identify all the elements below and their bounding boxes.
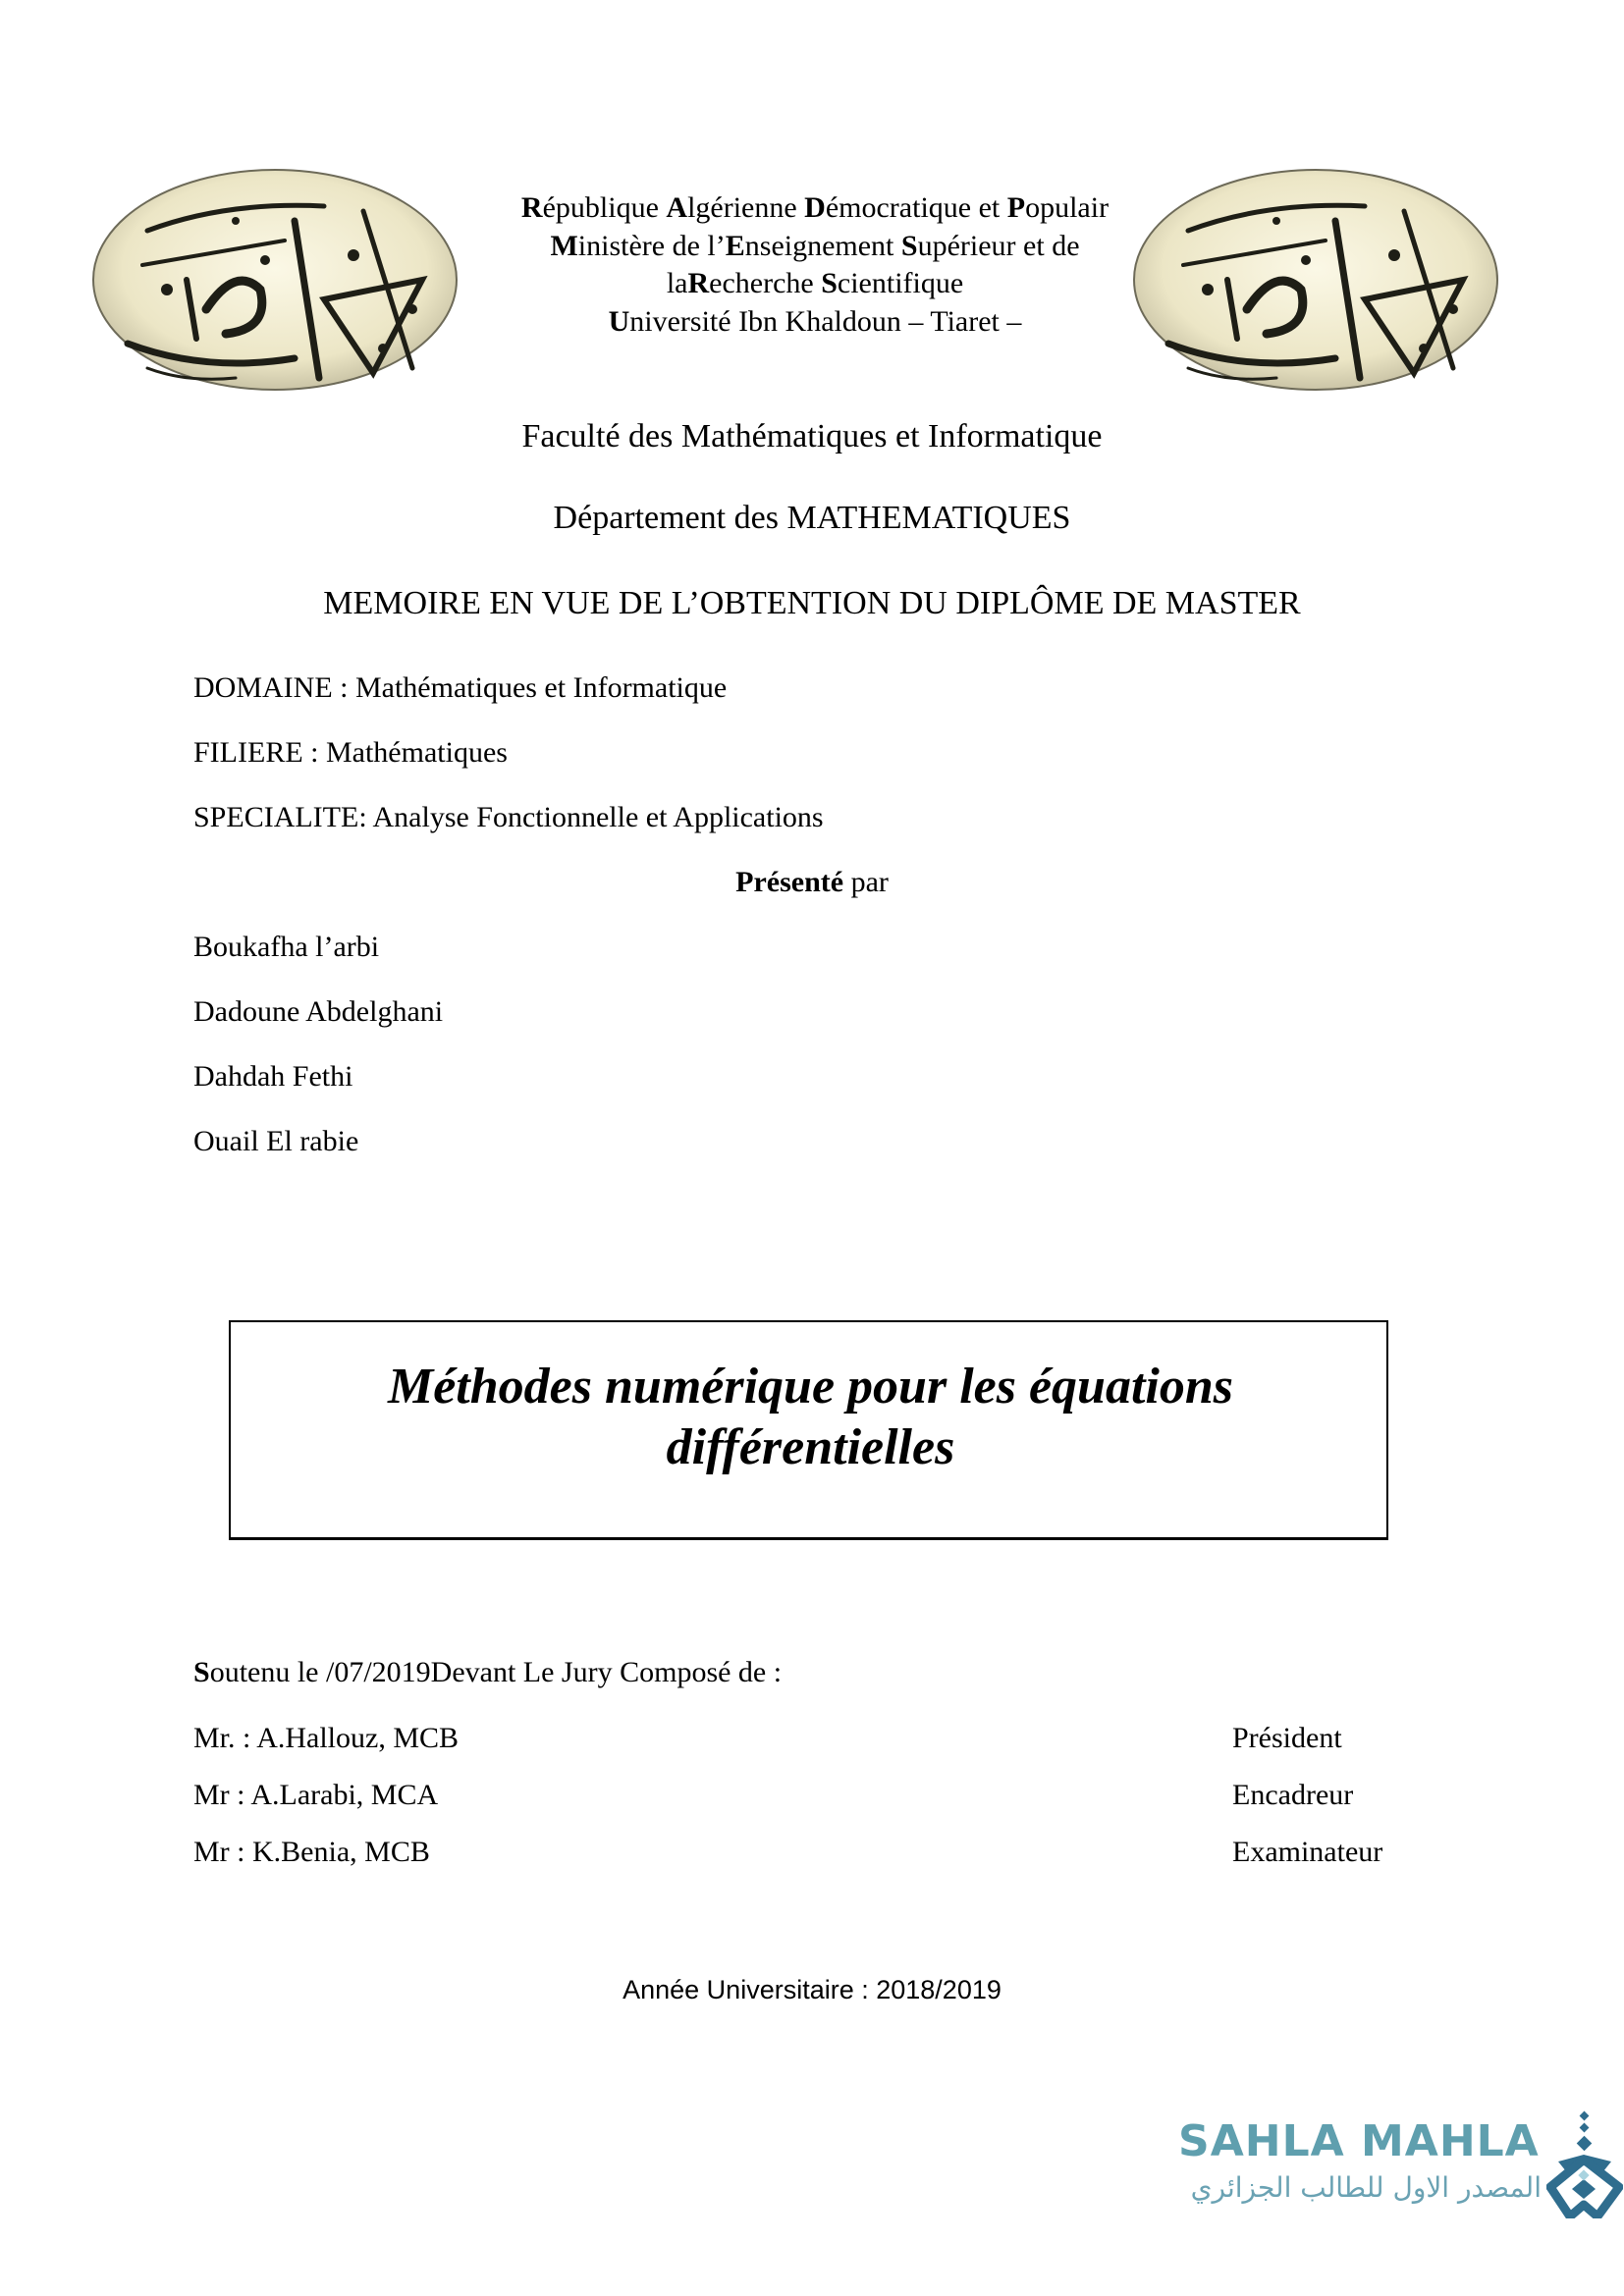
header-text-segment: E	[725, 229, 745, 262]
thesis-title	[229, 1357, 1392, 1478]
header-text-segment: D	[804, 191, 826, 224]
header-text-segment: S	[821, 267, 838, 299]
watermark-tagline: المصدر الاول للطالب الجزائري	[1190, 2171, 1542, 2204]
author-2: Dadoune Abdelghani	[193, 995, 444, 1028]
presented-by-label	[0, 866, 1624, 899]
header-line-republic	[422, 189, 1208, 228]
header-line-research	[422, 265, 1208, 303]
faculty-name: Faculté des Mathématiques et Informatique	[521, 418, 1103, 454]
header-text-segment: R	[520, 191, 543, 224]
presented-by-rest: par	[843, 866, 889, 898]
department-name: Département des MATHEMATIQUES	[553, 500, 1071, 536]
header-text-segment: nseignement	[744, 229, 901, 262]
filiere-field: FILIERE : Mathématiques	[193, 736, 508, 769]
domaine-field: DOMAINE : Mathématiques et Informatique	[193, 671, 728, 704]
header-text-segment: niversité Ibn Khaldoun – Tiaret –	[629, 304, 1022, 338]
jury-role-2: Encadreur	[1232, 1779, 1354, 1811]
jury-member-1: Mr. : A.Hallouz, MCB	[193, 1722, 460, 1754]
header-text-segment: S	[900, 229, 918, 262]
jury-role-3: Examinateur	[1232, 1836, 1383, 1868]
header-line-ministry	[422, 228, 1208, 266]
jury-member-3: Mr : K.Benia, MCB	[193, 1836, 430, 1868]
header-text-segment: opulair	[1025, 191, 1110, 224]
header-text-segment: P	[1006, 191, 1026, 224]
academic-year: Année Universitaire : 2018/2019	[623, 1975, 1001, 2004]
header-line-university	[422, 303, 1208, 342]
sahla-mahla-logo-icon	[1546, 2110, 1623, 2218]
institution-header	[422, 189, 1208, 341]
header-text-segment: émocratique et	[825, 191, 1007, 224]
thesis-title-line-2: différentielles	[666, 1419, 955, 1475]
sahla-mahla-watermark	[1178, 2110, 1624, 2228]
thesis-title-line-1: Méthodes numérique pour les équations	[387, 1359, 1234, 1415]
header-text-segment: R	[687, 267, 710, 299]
header-text-segment: inistère de l’	[577, 229, 726, 262]
presented-by-bold: Présenté	[735, 866, 844, 898]
jury-role-1: Président	[1232, 1722, 1342, 1754]
header-text-segment: épublique	[542, 191, 667, 224]
defense-statement	[193, 1656, 782, 1689]
header-text-segment: la	[666, 267, 688, 299]
defense-text: outenu le /07/2019Devant Le Jury Composé de :	[209, 1656, 783, 1688]
header-text-segment: lgérienne	[687, 191, 805, 224]
header-text-segment: U	[608, 304, 630, 338]
author-4: Ouail El rabie	[193, 1125, 359, 1157]
author-3: Dahdah Fethi	[193, 1060, 353, 1093]
memoire-heading: MEMOIRE EN VUE DE L’OBTENTION DU DIPLÔME DE MASTER	[323, 585, 1301, 621]
header-text-segment: upérieur et de	[917, 229, 1080, 262]
header-text-segment: A	[666, 191, 688, 224]
header-text-segment: cientifique	[837, 267, 964, 299]
author-1: Boukafha l’arbi	[193, 931, 380, 963]
defense-first-letter: S	[193, 1656, 210, 1688]
specialite-field: SPECIALITE: Analyse Fonctionnelle et Applications	[193, 801, 824, 833]
watermark-brand: SAHLA MAHLA	[1178, 2116, 1540, 2166]
jury-member-2: Mr : A.Larabi, MCA	[193, 1779, 439, 1811]
university-logo-left	[88, 162, 461, 398]
header-text-segment: M	[550, 229, 578, 262]
header-text-segment: echerche	[709, 267, 822, 299]
